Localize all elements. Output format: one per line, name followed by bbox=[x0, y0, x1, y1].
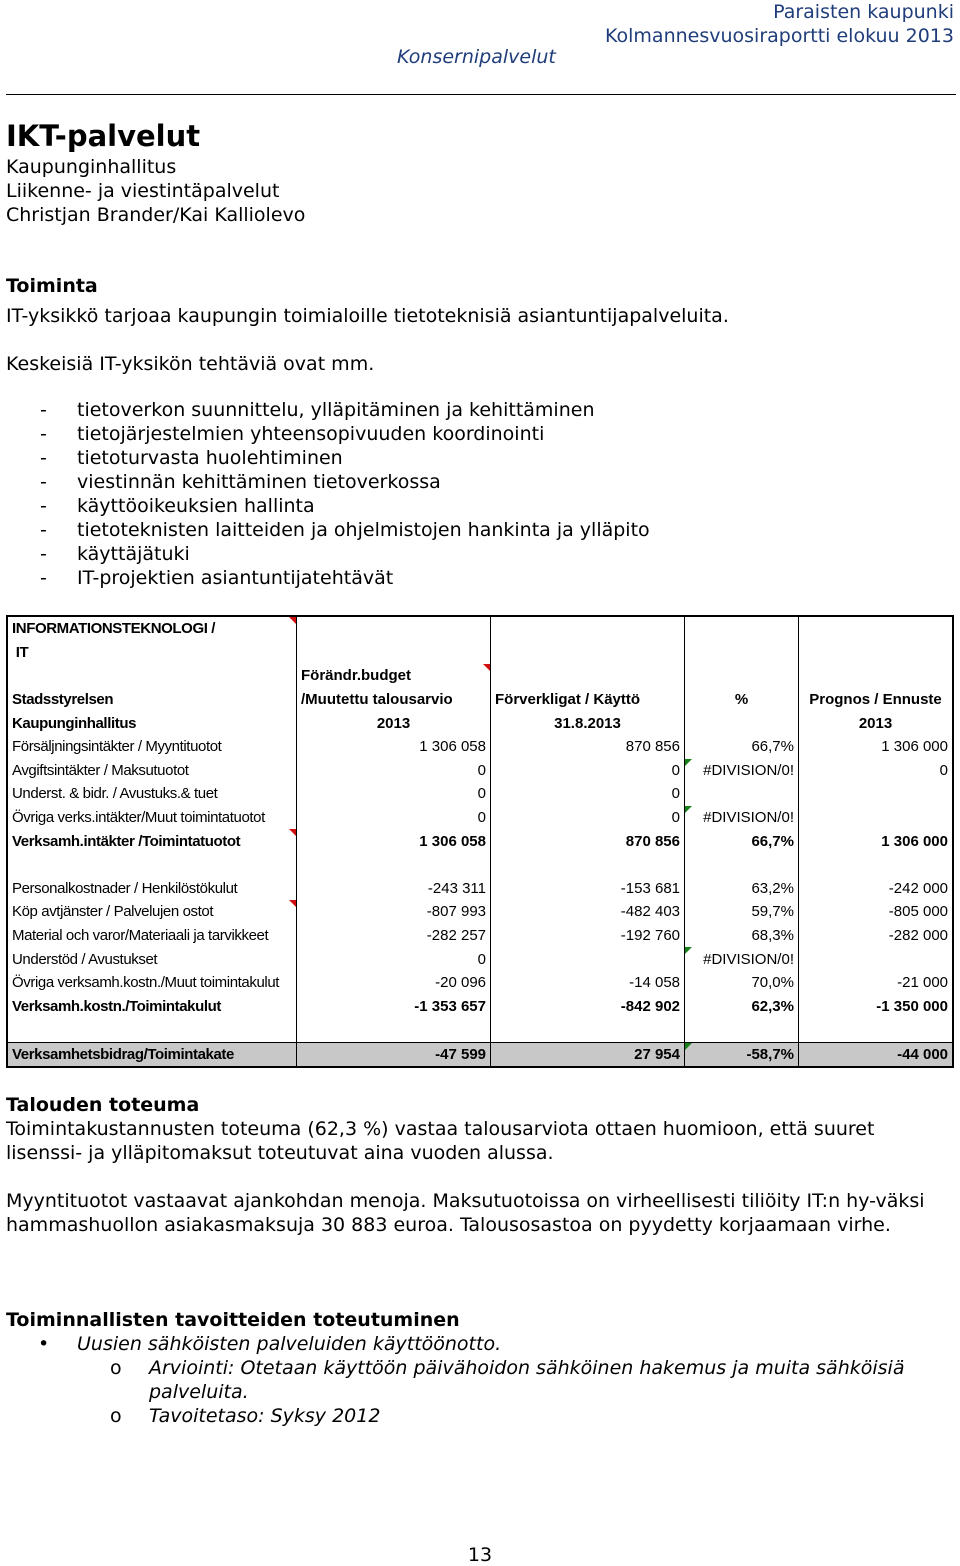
table-row: Avgiftsintäkter / Maksutuotot 0 0 #DIVISION/0! 0 bbox=[7, 759, 953, 783]
col-header-forecast: Prognos / Ennuste bbox=[799, 688, 954, 712]
talous-paragraph-1: Toimintakustannusten toteuma (62,3 %) vastaa talousarviota ottaen huomioon, että suuret lisenssi- ja ylläpitomaksut toteutuvat aina vuoden alussa. bbox=[6, 1118, 875, 1164]
goal-sub-item: Tavoitetaso: Syksy 2012 bbox=[149, 1405, 381, 1427]
table-header-row bbox=[7, 616, 953, 641]
task-text: käyttäjätuki bbox=[77, 543, 190, 565]
sub-bullet-marker: o bbox=[110, 1405, 122, 1427]
page-number: 13 bbox=[467, 1544, 493, 1566]
list-item bbox=[40, 470, 650, 494]
list-item bbox=[6, 1404, 949, 1428]
table-row: Köp avtjänster / Palvelujen ostot -807 993 -482 403 59,7% -805 000 bbox=[7, 900, 953, 924]
unit-line-1: Kaupunginhallitus bbox=[6, 156, 177, 178]
list-item bbox=[40, 422, 650, 446]
goals-heading: Toiminnallisten tavoitteiden toteutuminen bbox=[6, 1309, 460, 1331]
table-row: Övriga verksamh.kostn./Muut toimintakulut -20 096 -14 058 70,0% -21 000 bbox=[7, 971, 953, 995]
table-row-subtotal: Verksamh.kostn./Toimintakulut -1 353 657 -842 902 62,3% -1 350 000 bbox=[7, 995, 953, 1019]
col-header-percent: % bbox=[685, 688, 799, 712]
financial-table bbox=[6, 615, 954, 1068]
table-row: Övriga verks.intäkter/Muut toimintatuotot 0 0 #DIVISION/0! bbox=[7, 806, 953, 830]
col-header-actual: Förverkligat / Käyttö bbox=[491, 688, 685, 712]
task-text: tietojärjestelmien yhteensopivuuden koordinointi bbox=[77, 423, 545, 445]
org-finnish: Kaupunginhallitus bbox=[7, 711, 297, 735]
dash-marker: - bbox=[40, 471, 47, 493]
task-text: tietoteknisten laitteiden ja ohjelmistojen hankinta ja ylläpito bbox=[77, 519, 650, 541]
header-org: Paraisten kaupunki bbox=[773, 1, 954, 23]
table-header-row bbox=[7, 688, 953, 712]
col-header-actual-date: 31.8.2013 bbox=[491, 711, 685, 735]
unit-line-3: Christjan Brander/Kai Kalliolevo bbox=[6, 204, 306, 226]
toiminta-paragraph-1: IT-yksikkö tarjoaa kaupungin toimialoille tietoteknisiä asiantuntijapalveluita. bbox=[6, 305, 729, 327]
unit-title: IKT-palvelut bbox=[6, 119, 201, 153]
list-item bbox=[6, 1356, 949, 1404]
table-row: Material och varor/Materiaali ja tarvikkeet -282 257 -192 760 68,3% -282 000 bbox=[7, 924, 953, 948]
task-list bbox=[40, 398, 650, 590]
talous-paragraph-2: Myyntituotot vastaavat ajankohdan menoja. Maksutuotoissa on virheellisesti tiliöity IT:n hy-väksi hammashuollon asiakasmaksuja 30 883 euroa. Talousosastoa on pyydetty korjaamaan virhe. bbox=[6, 1190, 925, 1236]
task-text: IT-projektien asiantuntijatehtävät bbox=[77, 567, 394, 589]
table-row: Underst. & bidr. / Avustuks.& tuet 0 0 bbox=[7, 782, 953, 806]
toiminta-heading: Toiminta bbox=[6, 275, 98, 297]
col-header-forecast-year: 2013 bbox=[799, 711, 954, 735]
task-text: käyttöoikeuksien hallinta bbox=[77, 495, 315, 517]
header-report: Kolmannesvuosiraportti elokuu 2013 bbox=[605, 25, 954, 47]
table-spacer-row bbox=[7, 853, 953, 877]
dash-marker: - bbox=[40, 447, 47, 469]
table-row-subtotal: Verksamh.intäkter /Toimintatuotot 1 306 058 870 856 66,7% 1 306 000 bbox=[7, 829, 953, 853]
sub-bullet-marker: o bbox=[110, 1357, 122, 1379]
task-text: tietoturvasta huolehtiminen bbox=[77, 447, 343, 469]
goal-item: Uusien sähköisten palveluiden käyttöönotto. bbox=[77, 1333, 502, 1355]
table-header-row bbox=[7, 641, 953, 665]
toiminta-paragraph-2: Keskeisiä IT-yksikön tehtäviä ovat mm. bbox=[6, 353, 375, 375]
list-item bbox=[40, 518, 650, 542]
dash-marker: - bbox=[40, 567, 47, 589]
table-spacer-row bbox=[7, 1018, 953, 1042]
org-swedish: Stadsstyrelsen bbox=[7, 688, 297, 712]
dash-marker: - bbox=[40, 399, 47, 421]
task-text: tietoverkon suunnittelu, ylläpitäminen ja kehittäminen bbox=[77, 399, 595, 421]
dash-marker: - bbox=[40, 495, 47, 517]
col-header-budget-1: Förändr.budget bbox=[297, 664, 491, 688]
list-item bbox=[40, 494, 650, 518]
dash-marker: - bbox=[40, 423, 47, 445]
bullet-marker: • bbox=[38, 1333, 50, 1355]
task-text: viestinnän kehittäminen tietoverkossa bbox=[77, 471, 441, 493]
page-header bbox=[605, 0, 954, 48]
talous-heading: Talouden toteuma bbox=[6, 1094, 200, 1116]
table-row: Försäljningsintäkter / Myyntituotot 1 306 058 870 856 66,7% 1 306 000 bbox=[7, 735, 953, 759]
table-header-row bbox=[7, 664, 953, 688]
list-item bbox=[40, 542, 650, 566]
goal-sub-item: Arviointi: Otetaan käyttöön päivähoidon sähköinen hakemus ja muita sähköisiä palveluita. bbox=[149, 1357, 905, 1403]
list-item bbox=[40, 446, 650, 470]
list-item bbox=[6, 1332, 949, 1356]
header-section: Konsernipalvelut bbox=[397, 46, 556, 68]
goals-list bbox=[6, 1332, 949, 1428]
table-header-row bbox=[7, 711, 953, 735]
list-item bbox=[40, 566, 650, 590]
col-header-budget-year: 2013 bbox=[297, 711, 491, 735]
col-header-budget-2: /Muutettu talousarvio bbox=[297, 688, 491, 712]
unit-line-2: Liikenne- ja viestintäpalvelut bbox=[6, 180, 280, 202]
table-row-total: Verksamhetsbidrag/Toimintakate -47 599 27 954 -58,7% -44 000 bbox=[7, 1042, 953, 1067]
table-title-1: INFORMATIONSTEKNOLOGI / bbox=[7, 616, 297, 641]
header-divider bbox=[6, 94, 956, 95]
list-item bbox=[40, 398, 650, 422]
dash-marker: - bbox=[40, 519, 47, 541]
dash-marker: - bbox=[40, 543, 47, 565]
table-row: Understöd / Avustukset 0 #DIVISION/0! bbox=[7, 947, 953, 971]
table-title-2: IT bbox=[7, 641, 297, 665]
table-row: Personalkostnader / Henkilöstökulut -243 311 -153 681 63,2% -242 000 bbox=[7, 877, 953, 901]
